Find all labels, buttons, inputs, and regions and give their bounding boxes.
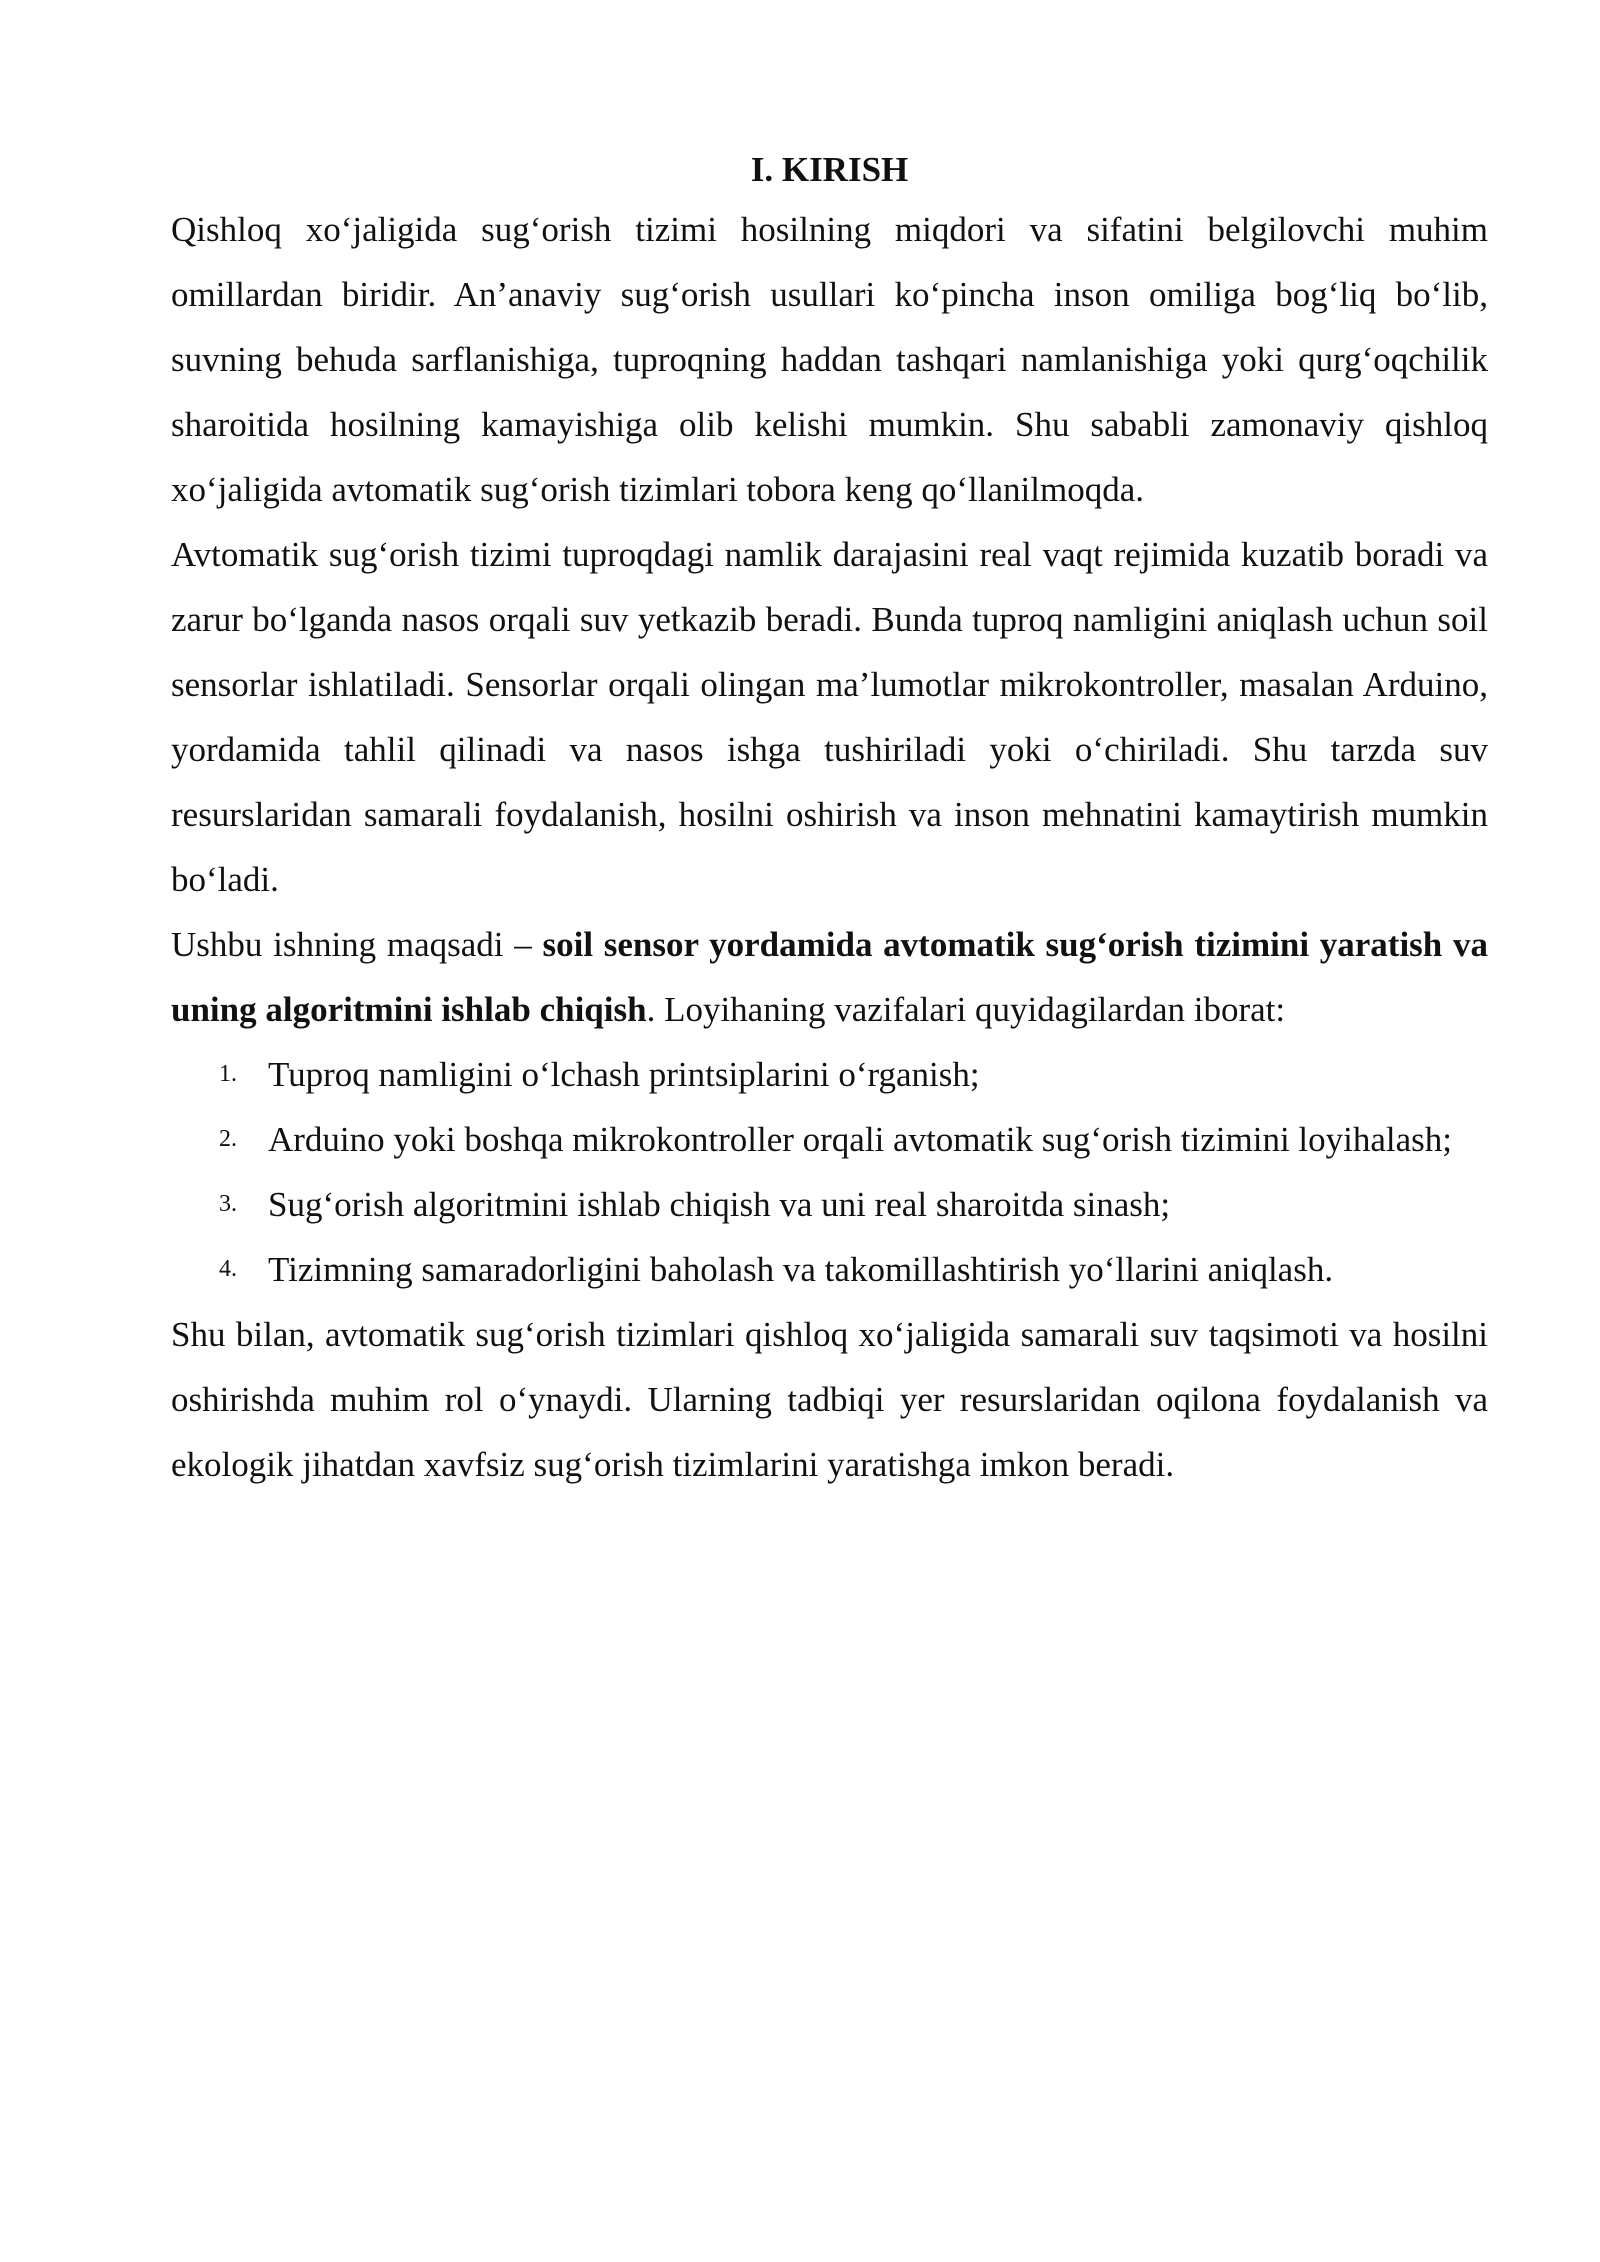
paragraph-system-description: Avtomatik sug‘orish tizimi tuproqdagi namlik darajasini real vaqt rejimida kuzatib boradi va zarur bo‘lganda nasos orqali suv yetkazib beradi. Bunda tuproq namligini aniqlash uchun soil sensorlar ishlatiladi. Sensorlar orqali olingan ma’lumotlar mikrokontroller, masalan Arduino, yordamida tahlil qilinadi va nasos ishga tushiriladi yoki o‘chiriladi. Shu tarzda suv resurslaridan samarali foydalanish, hosilni oshirish va inson mehnatini kamaytirish mumkin bo‘ladi. <box>171 535 1488 899</box>
list-item-number: 3. <box>219 1191 237 1217</box>
list-item-text: Tuproq namligini o‘lchash printsiplarini o‘rganish; <box>268 1055 980 1094</box>
list-item-number: 4. <box>219 1256 237 1282</box>
list-item-text: Sug‘orish algoritmini ishlab chiqish va uni real sharoitda sinash; <box>268 1185 1171 1224</box>
list-item-number: 2. <box>219 1126 237 1152</box>
task-list <box>171 1042 1488 1302</box>
list-item <box>219 1107 1488 1172</box>
list-item-number: 1. <box>219 1061 237 1087</box>
goal-lead-text: Ushbu ishning maqsadi – <box>171 925 543 964</box>
list-item <box>219 1172 1488 1237</box>
paragraph-goal <box>171 912 1488 1042</box>
list-item <box>219 1237 1488 1302</box>
goal-bold-text: soil sensor yordamida avtomatik sug‘orish tizimini yaratish va uning algoritmini ishlab chiqish <box>171 925 1488 1029</box>
list-item-text: Arduino yoki boshqa mikrokontroller orqali avtomatik sug‘orish tizimini loyihalash; <box>268 1120 1453 1159</box>
section-heading: I. KIRISH <box>750 150 909 189</box>
goal-trailing-text: . Loyihaning vazifalari quyidagilardan iborat: <box>646 990 1286 1029</box>
paragraph-intro: Qishloq xo‘jaligida sug‘orish tizimi hosilning miqdori va sifatini belgilovchi muhim omillardan biridir. An’anaviy sug‘orish usullari ko‘pincha inson omiliga bog‘liq bo‘lib, suvning behuda sarflanishiga, tuproqning haddan tashqari namlanishiga yoki qurg‘oqchilik sharoitida hosilning kamayishiga olib kelishi mumkin. Shu sababli zamonaviy qishloq xo‘jaligida avtomatik sug‘orish tizimlari tobora keng qo‘llanilmoqda. <box>171 210 1488 509</box>
paragraph-conclusion: Shu bilan, avtomatik sug‘orish tizimlari qishloq xo‘jaligida samarali suv taqsimoti va hosilni oshirishda muhim rol o‘ynaydi. Ularning tadbiqi yer resurslaridan oqilona foydalanish va ekologik jihatdan xavfsiz sug‘orish tizimlarini yaratishga imkon beradi. <box>171 1315 1488 1484</box>
list-item-text: Tizimning samaradorligini baholash va takomillashtirish yo‘llarini aniqlash. <box>268 1250 1334 1289</box>
list-item <box>219 1042 1488 1107</box>
